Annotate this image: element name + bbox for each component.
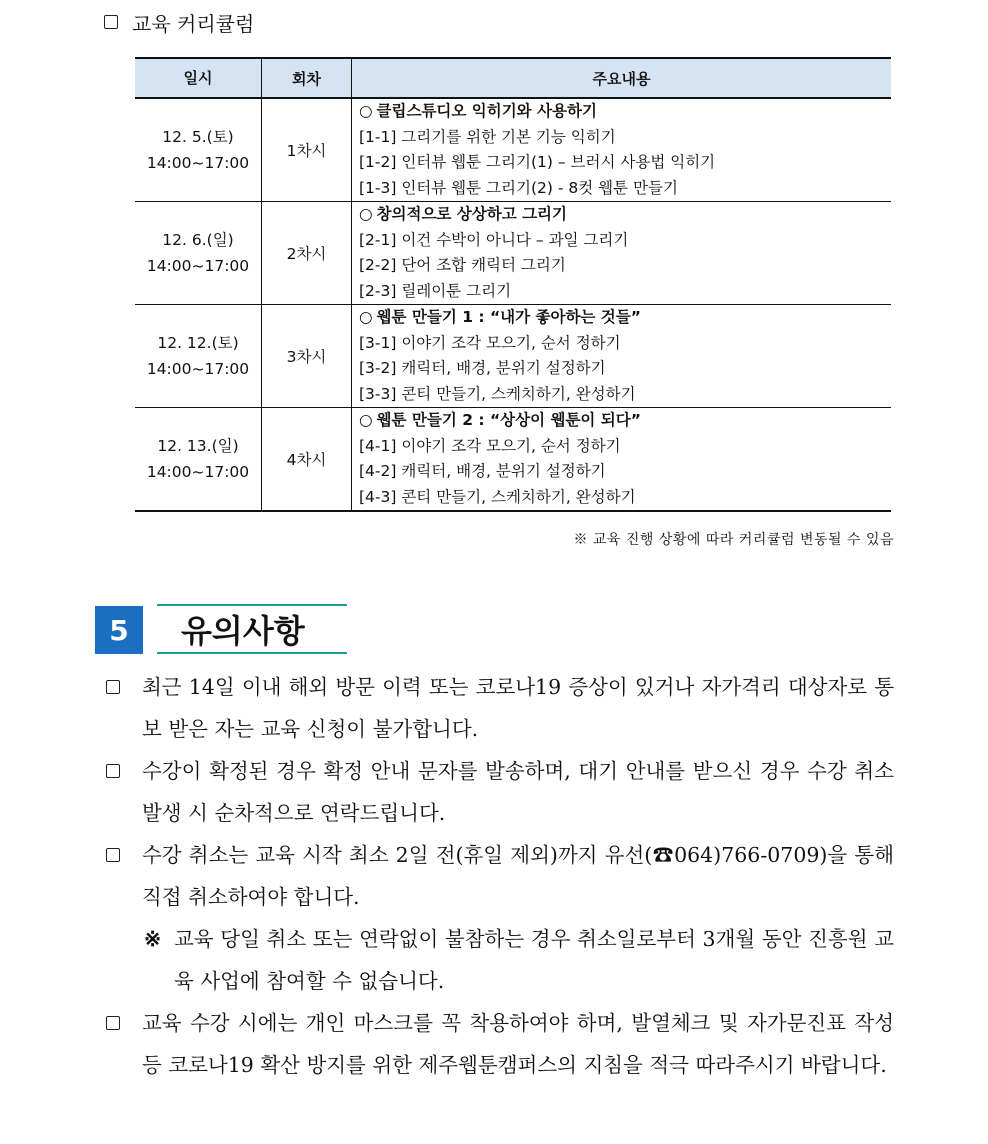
- notice-text: 수강이 확정된 경우 확정 안내 문자를 발송하며, 대기 안내를 받으신 경우 수강 취소 발생 시 순차적으로 연락드립니다.: [142, 759, 894, 825]
- detail: [2-2] 단어 조합 캐릭터 그리기: [359, 256, 566, 274]
- list-item: [104, 750, 894, 834]
- sub-note: [104, 918, 894, 1002]
- section-title: 유의사항: [157, 604, 347, 654]
- table-row: [135, 98, 891, 202]
- curriculum-table: [135, 57, 891, 512]
- curriculum-heading: [104, 6, 254, 38]
- notice-text: 수강 취소는 교육 시작 최소 2일 전(휴일 제외)까지 유선(☎064)766-0709)을 통해 직접 취소하여야 합니다.: [142, 843, 894, 909]
- checkbox-square-icon: [106, 848, 120, 862]
- circle-bullet-icon: ○: [359, 102, 373, 120]
- circle-bullet-icon: ○: [359, 205, 373, 223]
- notice-text: 교육 수강 시에는 개인 마스크를 꼭 착용하여야 하며, 발열체크 및 자가문진표 작성 등 코로나19 확산 방지를 위한 제주웹툰캠퍼스의 지침을 적극 따라주시기 바랍니다.: [142, 1011, 894, 1077]
- reference-mark-icon: ※: [144, 927, 162, 951]
- list-item: [104, 834, 894, 918]
- detail: [2-3] 릴레이툰 그리기: [359, 281, 512, 300]
- table-row: [135, 202, 891, 305]
- curriculum-note: ※ 교육 진행 상황에 따라 커리큘럼 변동될 수 있음: [573, 532, 894, 548]
- circle-bullet-icon: ○: [359, 411, 373, 429]
- table-header-row: [135, 58, 891, 98]
- detail: [1-2] 인터뷰 웹툰 그리기(1) – 브러시 사용법 익히기: [359, 153, 716, 171]
- content-cell: [352, 408, 892, 512]
- detail: [4-2] 캐릭터, 배경, 분위기 설정하기: [359, 462, 606, 480]
- session-cell: 1차시: [262, 98, 352, 202]
- checkbox-square-icon: [106, 1016, 120, 1030]
- detail: [3-2] 캐릭터, 배경, 분위기 설정하기: [359, 359, 606, 377]
- notice-list: [104, 666, 894, 1086]
- sub-note-text: 교육 당일 취소 또는 연락없이 불참하는 경우 취소일로부터 3개월 동안 진흥원 교육 사업에 참여할 수 없습니다.: [174, 927, 894, 993]
- list-item: [104, 1002, 894, 1086]
- detail: [1-3] 인터뷰 웹툰 그리기(2) - 8컷 웹툰 만들기: [359, 178, 678, 197]
- table-row: [135, 408, 891, 512]
- session-cell: 3차시: [262, 305, 352, 408]
- detail: [1-1] 그리기를 위한 기본 기능 익히기: [359, 127, 616, 146]
- content-cell: [352, 202, 892, 305]
- date-cell: [135, 305, 262, 408]
- col-header-content: 주요내용: [352, 58, 892, 98]
- time: 14:00~17:00: [146, 360, 250, 378]
- notice-text: 최근 14일 이내 해외 방문 이력 또는 코로나19 증상이 있거나 자가격리 대상자로 통보 받은 자는 교육 신청이 불가합니다.: [142, 675, 894, 741]
- content-cell: [352, 98, 892, 202]
- detail: [3-3] 콘티 만들기, 스케치하기, 완성하기: [359, 384, 636, 403]
- time: 14:00~17:00: [146, 463, 250, 481]
- circle-bullet-icon: ○: [359, 308, 373, 326]
- date: 12. 6.(일): [162, 231, 234, 249]
- date-cell: [135, 202, 262, 305]
- content-cell: [352, 305, 892, 408]
- curriculum-heading-text: 교육 커리큘럼: [132, 11, 255, 36]
- detail: [4-3] 콘티 만들기, 스케치하기, 완성하기: [359, 487, 636, 506]
- topic-line: [359, 305, 891, 331]
- session-cell: 4차시: [262, 408, 352, 512]
- date: 12. 5.(토): [162, 128, 234, 146]
- table-row: [135, 305, 891, 408]
- section-number: 5: [95, 606, 143, 654]
- checkbox-square-icon: [104, 15, 118, 29]
- date: 12. 13.(일): [157, 437, 239, 455]
- detail: [2-1] 이건 수박이 아니다 – 과일 그리기: [359, 230, 629, 249]
- date: 12. 12.(토): [157, 334, 239, 352]
- topic-line: [359, 202, 891, 228]
- checkbox-square-icon: [106, 764, 120, 778]
- detail: [4-1] 이야기 조각 모으기, 순서 정하기: [359, 436, 621, 455]
- checkbox-square-icon: [106, 680, 120, 694]
- session-cell: 2차시: [262, 202, 352, 305]
- topic-line: [359, 408, 891, 434]
- list-item: [104, 666, 894, 750]
- col-header-date: 일시: [135, 58, 262, 98]
- time: 14:00~17:00: [146, 257, 250, 275]
- date-cell: [135, 98, 262, 202]
- detail: [3-1] 이야기 조각 모으기, 순서 정하기: [359, 333, 621, 352]
- topic: 웹툰 만들기 1 : “내가 좋아하는 것들”: [376, 308, 641, 326]
- topic-line: [359, 99, 891, 125]
- topic: 클립스튜디오 익히기와 사용하기: [376, 102, 597, 120]
- topic: 웹툰 만들기 2 : “상상이 웹툰이 되다”: [376, 411, 641, 429]
- time: 14:00~17:00: [146, 154, 250, 172]
- col-header-session: 회차: [262, 58, 352, 98]
- date-cell: [135, 408, 262, 512]
- topic: 창의적으로 상상하고 그리기: [376, 205, 568, 223]
